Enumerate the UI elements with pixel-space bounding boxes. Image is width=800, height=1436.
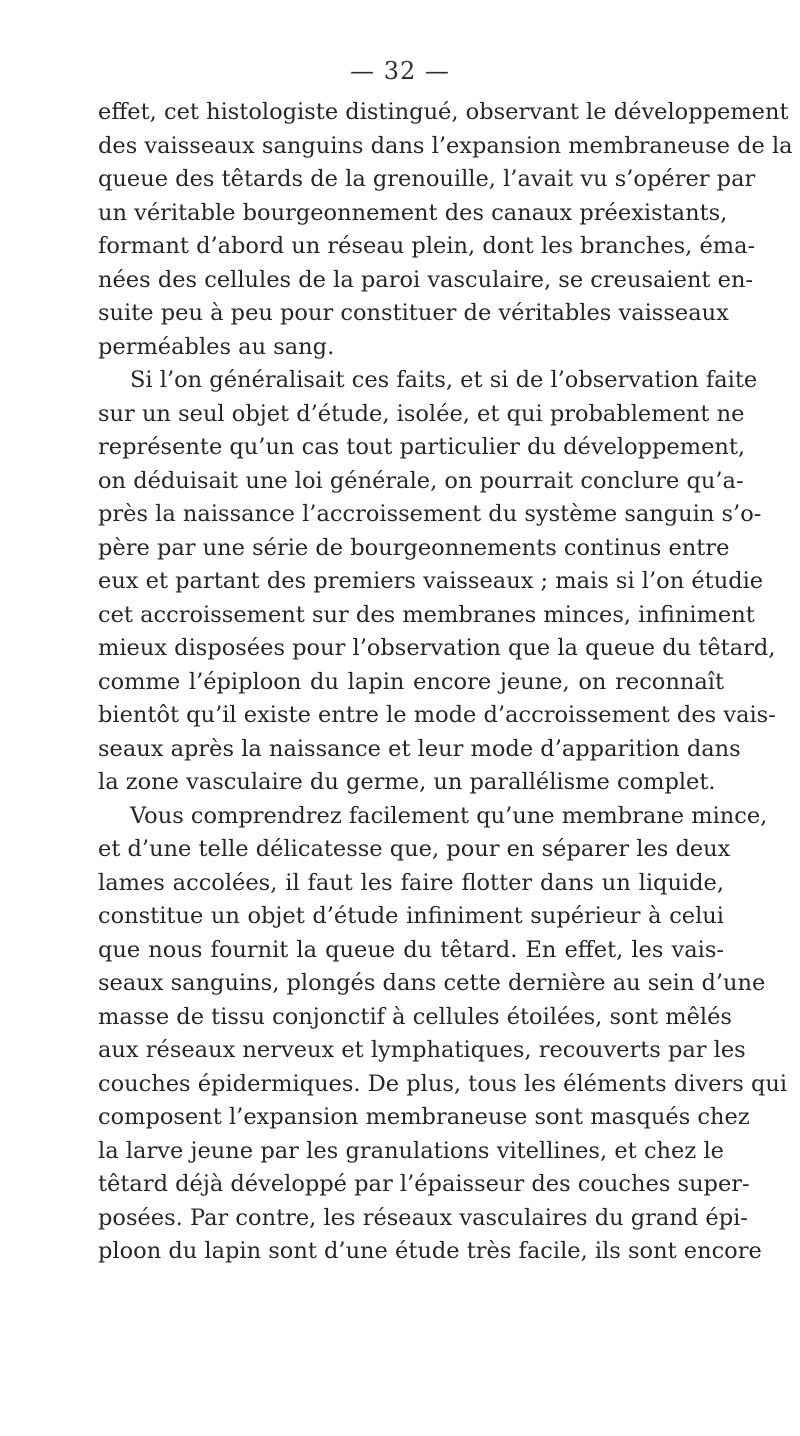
- text-line: on déduisait une loi générale, on pourrait conclure qu’a-: [98, 467, 744, 494]
- text-line: effet, cet histologiste distingué, observant le développement: [98, 99, 789, 125]
- text-line: têtard déjà développé par l’épaisseur des couches super-: [98, 1171, 750, 1197]
- text-line: que nous fournit la queue du têtard. En effet, les vais-: [98, 936, 724, 963]
- body-text: [98, 96, 793, 1269]
- text-line: posées. Par contre, les réseaux vasculaires du grand épi-: [98, 1204, 748, 1231]
- text-line: Vous comprendrez facilement qu’une membrane mince,: [130, 802, 768, 829]
- text-line: mieux disposées pour l’observation que la queue du têtard,: [98, 635, 776, 661]
- text-line: un véritable bourgeonnement des canaux préexistants,: [98, 199, 728, 226]
- text-line: masse de tissu conjonctif à cellules étoilées, sont mêlés: [98, 1003, 732, 1030]
- text-line: suite peu à peu pour constituer de véritables vaisseaux: [98, 300, 729, 326]
- text-line: composent l’expansion membraneuse sont masqués chez: [98, 1104, 750, 1130]
- text-line: seaux après la naissance et leur mode d’apparition dans: [98, 735, 741, 762]
- text-line: bientôt qu’il existe entre le mode d’accroissement des vais-: [98, 702, 776, 728]
- text-line: queue des têtards de la grenouille, l’avait vu s’opérer par: [98, 166, 756, 192]
- text-line: lames accolées, il faut les faire flotter dans un liquide,: [98, 869, 724, 896]
- page-number: — 32 —: [350, 57, 450, 85]
- text-line: formant d’abord un réseau plein, dont les branches, éma-: [98, 233, 756, 259]
- text-line: nées des cellules de la paroi vasculaire, se creusaient en-: [98, 266, 754, 293]
- text-line: père par une série de bourgeonnements continus entre: [98, 534, 730, 561]
- text-line: seaux sanguins, plongés dans cette dernière au sein d’une: [98, 970, 766, 996]
- text-line: eux et partant des premiers vaisseaux ; mais si l’on étudie: [98, 568, 764, 594]
- text-line: Si l’on généralisait ces faits, et si de l’observation faite: [130, 367, 758, 393]
- text-line: près la naissance l’accroissement du système sanguin s’o-: [98, 501, 762, 527]
- text-line: des vaisseaux sanguins dans l’expansion membraneuse de la: [98, 132, 793, 159]
- text-line: constitue un objet d’étude infiniment supérieur à celui: [98, 903, 724, 929]
- text-line: ploon du lapin sont d’une étude très facile, ils sont encore: [98, 1238, 762, 1264]
- text-line: la zone vasculaire du germe, un parallélisme complet.: [98, 769, 716, 795]
- text-line: et d’une telle délicatesse que, pour en séparer les deux: [98, 836, 731, 862]
- text-line: couches épidermiques. De plus, tous les éléments divers qui: [98, 1070, 788, 1097]
- text-line: la larve jeune par les granulations vitellines, et chez le: [98, 1137, 724, 1164]
- text-line: comme l’épiploon du lapin encore jeune, on reconnaît: [98, 668, 724, 695]
- text-line: sur un seul objet d’étude, isolée, et qui probablement ne: [98, 400, 745, 427]
- text-line: aux réseaux nerveux et lymphatiques, recouverts par les: [98, 1037, 746, 1063]
- text-line: représente qu’un cas tout particulier du développement,: [98, 434, 746, 460]
- text-line: cet accroissement sur des membranes minces, infiniment: [98, 601, 755, 628]
- text-line: perméables au sang.: [98, 333, 335, 360]
